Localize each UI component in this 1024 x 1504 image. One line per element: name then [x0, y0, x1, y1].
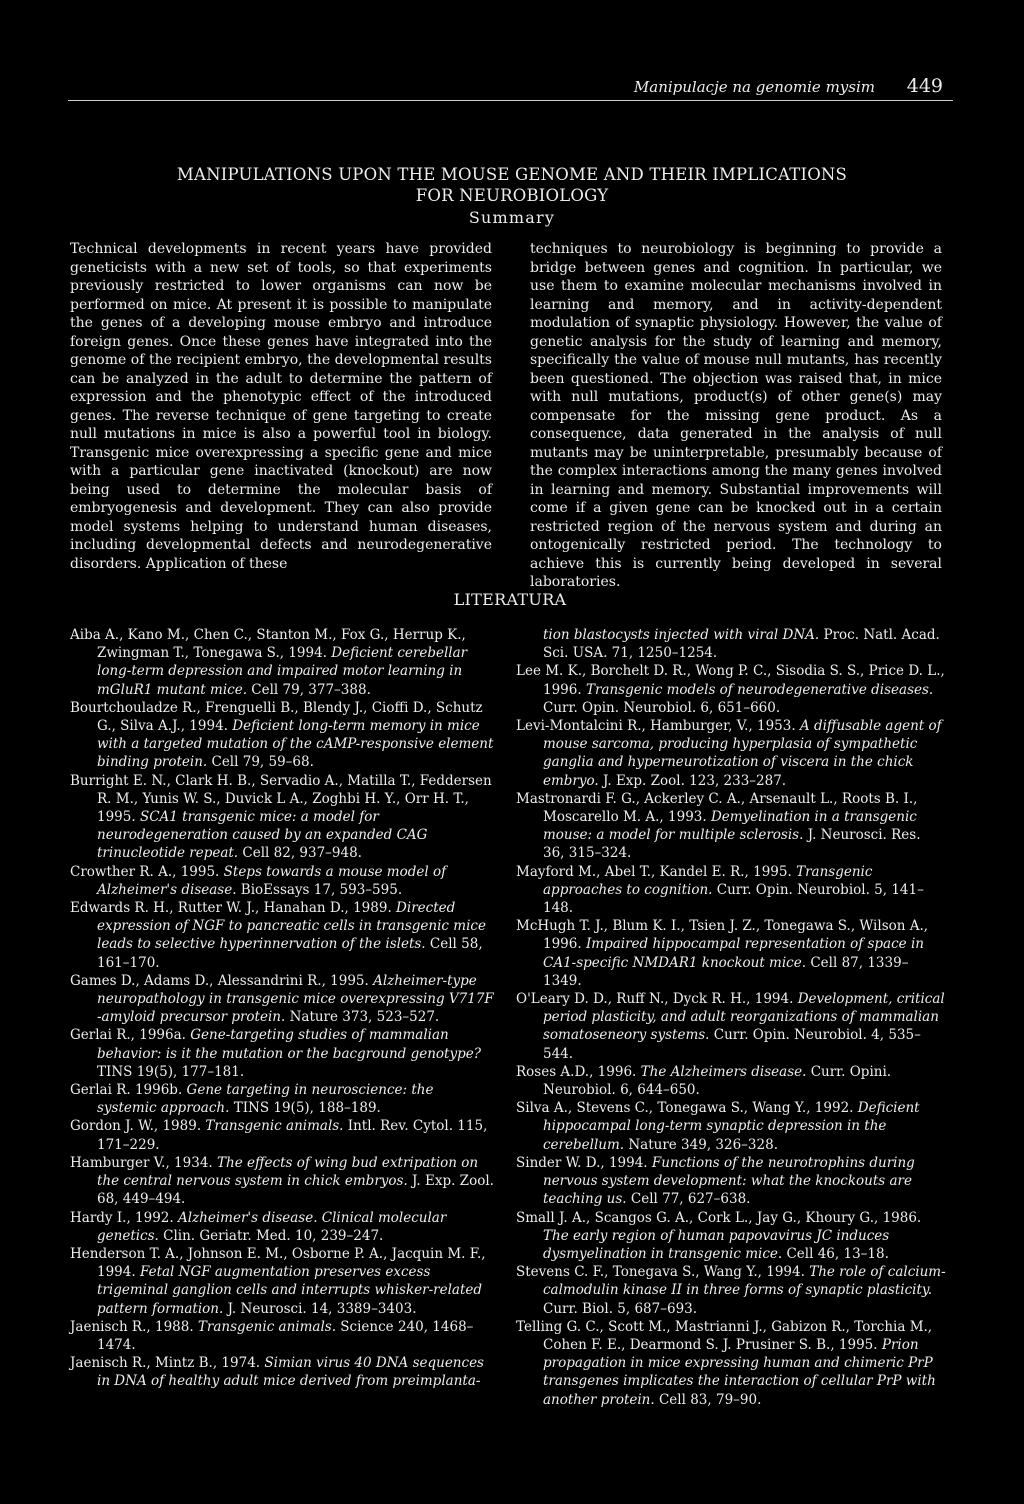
reference-item: Aiba A., Kano M., Chen C., Stanton M., Fox G., Herrup K., Zwingman T., Tonegawa S., 1994. Deficient cerebellar long-term depression and impaired motor learning in mGluR1 mutant mice. Cell 79, 377–388. — [70, 627, 468, 698]
reference-item: Mastronardi F. G., Ackerley C. A., Arsenault L., Roots B. I., Moscarello M. A., 1993. Demyelination in a transgenic mouse: a model for multiple sclerosis. J. Neurosci. Res. 36, 315–324. — [516, 790, 921, 862]
reference-item: Sinder W. D., 1994. Functions of the neurotrophins during nervous system development: what the knockouts are teaching us. Cell 77, 627–638. — [516, 1154, 915, 1208]
summary-text-left: Technical developments in recent years have provided geneticists with a new set of tools, so that experiments previously restricted to lower organisms can now be performed on mice. At present it is possible to manipulate the genes of a developing mouse embryo and introduce foreign genes. Once these genes have integrated into the genome of the recipient embryo, the developmental results can be analyzed in the adult to determine the pattern of expression and the phenotypic effect of the introduced genes. The reverse technique of gene targeting to create null mutations in mice is also a powerful tool in biology. Transgenic mice overexpressing a specific gene and mice with a particular gene inactivated (knockout) are now being used to determine the molecular basis of embryogenesis and development. They can also provide model systems helping to understand human diseases, including developmental defects and neurodegenerative disorders. Application of these — [70, 241, 492, 572]
reference-item: Lee M. K., Borchelt D. R., Wong P. C., Sisodia S. S., Price D. L., 1996. Transgenic models of neurodegenerative diseases. Curr. Opin. Neurobiol. 6, 651–660. — [516, 663, 945, 716]
references-right-column — [516, 626, 946, 1409]
reference-item: Burright E. N., Clark H. B., Servadio A., Matilla T., Feddersen R. M., Yunis W. S., Duvick L A., Zoghbi H. Y., Orr H. T., 1995. SCA1 transgenic mice: a model for neurodegeneration caused by an expanded CAG trinucleotide repeat. Cell 82, 937–948. — [70, 772, 492, 862]
reference-item: Small J. A., Scangos G. A., Cork L., Jay G., Khoury G., 1986. The early region of human papovavirus JC induces dysmyelination in transgenic mice. Cell 46, 13–18. — [516, 1209, 922, 1262]
summary-heading: Summary — [468, 208, 556, 227]
reference-item: Telling G. C., Scott M., Mastrianni J., Gabizon R., Torchia M., Cohen F. E., Dearmond S. J. Prusiner S. B., 1995. Prion propagation in mice expressing human and chimeric PrP transgenes implicates the interaction of cellular PrP with another protein. Cell 83, 79–90. — [516, 1318, 936, 1408]
reference-item: Roses A.D., 1996. The Alzheimers disease. Curr. Opini. Neurobiol. 6, 644–650. — [516, 1063, 892, 1099]
reference-item: Gordon J. W., 1989. Transgenic animals. Intl. Rev. Cytol. 115, 171–229. — [70, 1118, 488, 1153]
reference-item: Crowther R. A., 1995. Steps towards a mouse model of Alzheimer's disease. BioEssays 17, 593–595. — [70, 863, 447, 898]
reference-item: Hardy I., 1992. Alzheimer's disease. Clinical molecular genetics. Clin. Geriatr. Med. 10, 239–247. — [70, 1209, 447, 1244]
page-header — [68, 70, 953, 101]
article-title-line-1: MANIPULATIONS UPON THE MOUSE GENOME AND THEIR IMPLICATIONS — [176, 165, 848, 184]
page-number: 449 — [906, 75, 943, 97]
reference-item: Mayford M., Abel T., Kandel E. R., 1995. Transgenic approaches to cognition. Curr. Opin. Neurobiol. 5, 141–148. — [516, 863, 924, 917]
reference-item: Bourtchouladze R., Frenguelli B., Blendy J., Cioffi D., Schutz G., Silva A.J., 1994. Deficient long-term memory in mice with a targeted mutation of the cAMP-responsive element binding protein. Cell 79, 59–68. — [70, 699, 494, 771]
reference-item: Stevens C. F., Tonegava S., Wang Y., 1994. The role of calcium-calmodulin kinase II in three forms of synaptic plasticity. Curr. Biol. 5, 687–693. — [516, 1264, 946, 1317]
reference-item: Jaenisch R., Mintz B., 1974. Simian virus 40 DNA sequences in DNA of healthy adult mice derived from preimplanta- — [70, 1355, 484, 1390]
reference-item: Levi-Montalcini R., Hamburger, V., 1953. A diffusable agent of mouse sarcoma, producing hyperplasia of sympathetic ganglia and hyperneurotization of viscera in the chick embryo. J. Exp. Zool. 123, 233–287. — [516, 718, 942, 789]
reference-item: Hamburger V., 1934. The effects of wing bud extripation on the central nervous system in chick embryos. J. Exp. Zool. 68, 449–494. — [70, 1154, 494, 1208]
article-title-line-2: FOR NEUROBIOLOGY — [415, 186, 609, 205]
reference-item: Jaenisch R., 1988. Transgenic animals. Science 240, 1468–1474. — [70, 1318, 474, 1353]
reference-item: O'Leary D. D., Ruff N., Dyck R. H., 1994. Development, critical period plasticity, and adult reorganizations of mammalian somatoseneory systems. Curr. Opin. Neurobiol. 4, 535–544. — [516, 991, 945, 1062]
article-title — [0, 164, 1024, 206]
reference-item: Games D., Adams D., Alessandrini R., 1995. Alzheimer-type neuropathology in transgenic mice overexpressing V717F -amyloid precursor protein. Nature 373, 523–527. — [70, 972, 494, 1026]
references-left-column — [70, 626, 495, 1391]
literature-heading: LITERATURA — [453, 590, 567, 609]
summary-text-right: techniques to neurobiology is beginning to provide a bridge between genes and cognition. In particular, we use them to examine molecular mechanisms involved in learning and memory, and in activity-dependent modulation of synaptic physiology. However, the value of genetic analysis for the study of learning and memory, specifically the value of mouse null mutants, has recently been questioned. The objection was raised that, in mice with null mutations, product(s) of other gene(s) may compensate for the missing gene product. As a consequence, data generated in the analysis of null mutants may be uninterpretable, presumably because of the complex interactions among the many genes involved in learning and memory. Substantial improvements will come if a given gene can be knocked out in a certain restricted region of the nervous system and during an ontogenically restricted period. The technology to achieve this is currently being developed in several laboratories. — [530, 241, 942, 590]
reference-item: Henderson T. A., Johnson E. M., Osborne P. A., Jacquin M. F., 1994. Fetal NGF augmentation preserves excess trigeminal ganglion cells and interrupts whisker-related pattern formation. J. Neurosci. 14, 3389–3403. — [70, 1245, 486, 1317]
reference-item: Gerlai R., 1996a. Gene-targeting studies of mammalian behavior: is it the mutation or the bacground genotype? TINS 19(5), 177–181. — [70, 1027, 481, 1080]
reference-item: McHugh T. J., Blum K. I., Tsien J. Z., Tonegawa S., Wilson A., 1996. Impaired hippocampal representation of space in CA1-specific NMDAR1 knockout mice. Cell 87, 1339–1349. — [516, 918, 929, 989]
reference-item: Silva A., Stevens C., Tonegawa S., Wang Y., 1992. Deficient hippocampal long-term synaptic depression in the cerebellum. Nature 349, 326–328. — [516, 1100, 920, 1153]
running-title: Manipulacje na genomie mysim — [633, 78, 875, 96]
reference-continuation: tion blastocysts injected with viral DNA. Proc. Natl. Acad. Sci. USA. 71, 1250–1254. — [543, 627, 940, 662]
reference-item: Gerlai R. 1996b. Gene targeting in neuroscience: the systemic approach. TINS 19(5), 188–189. — [70, 1082, 434, 1117]
reference-item: Edwards R. H., Rutter W. J., Hanahan D., 1989. Directed expression of NGF to pancreatic cells in transgenic mice leads to selective hyperinnervation of the islets. Cell 58, 161–170. — [70, 900, 486, 971]
